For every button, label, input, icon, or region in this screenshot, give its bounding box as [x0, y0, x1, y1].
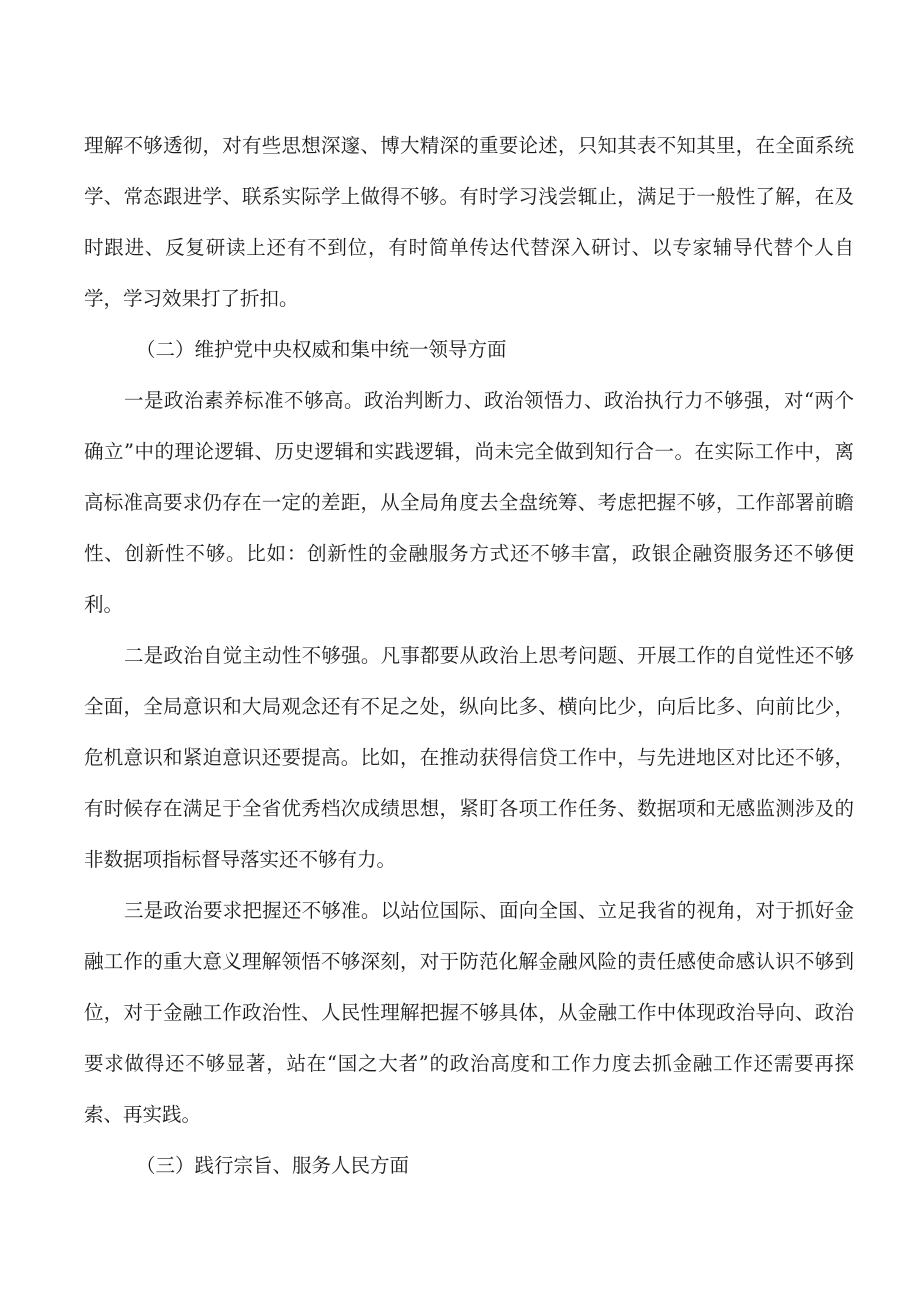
paragraph-study-effect: 理解不够透彻，对有些思想深邃、博大精深的重要论述，只知其表不知其里，在全面系统学、常态跟进学、联系实际学上做得不够。有时学习浅尝辄止，满足于一般性了解，在及时跟进、反复研读上还有不到位，有时简单传达代替深入研讨、以专家辅导代替个人自学，学习效果打了折扣。	[84, 134, 854, 310]
section-heading-2: （二）维护党中央权威和集中统一领导方面	[136, 338, 507, 361]
document-body	[84, 120, 854, 1191]
paragraph-political-requirements: 三是政治要求把握还不够准。以站位国际、面向全国、立足我省的视角，对于抓好金融工作的重大意义理解领悟不够深刻，对于防范化解金融风险的责任感使命感认识不够到位，对于金融工作政治性、人民性理解把握不够具体，从金融工作中体现政治导向、政治要求做得还不够显著，站在“国之大者”的政治高度和工作力度去抓金融工作还需要再探索、再实践。	[84, 899, 854, 1126]
section-heading-3: （三）践行宗旨、服务人民方面	[136, 1154, 410, 1177]
paragraph-political-literacy: 一是政治素养标准不够高。政治判断力、政治领悟力、政治执行力不够强，对“两个确立”中的理论逻辑、历史逻辑和实践逻辑，尚未完全做到知行合一。在实际工作中，离高标准高要求仍存在一定的差距，从全局角度去全盘统筹、考虑把握不够，工作部署前瞻性、创新性不够。比如：创新性的金融服务方式还不够丰富，政银企融资服务还不够便利。	[84, 389, 854, 616]
paragraph-political-initiative: 二是政治自觉主动性不够强。凡事都要从政治上思考问题、开展工作的自觉性还不够全面，全局意识和大局观念还有不足之处，纵向比多、横向比少，向后比多、向前比少，危机意识和紧迫意识还要提高。比如，在推动获得信贷工作中，与先进地区对比还不够，有时候存在满足于全省优秀档次成绩思想，紧盯各项工作任务、数据项和无感监测涉及的非数据项指标督导落实还不够有力。	[84, 644, 854, 871]
